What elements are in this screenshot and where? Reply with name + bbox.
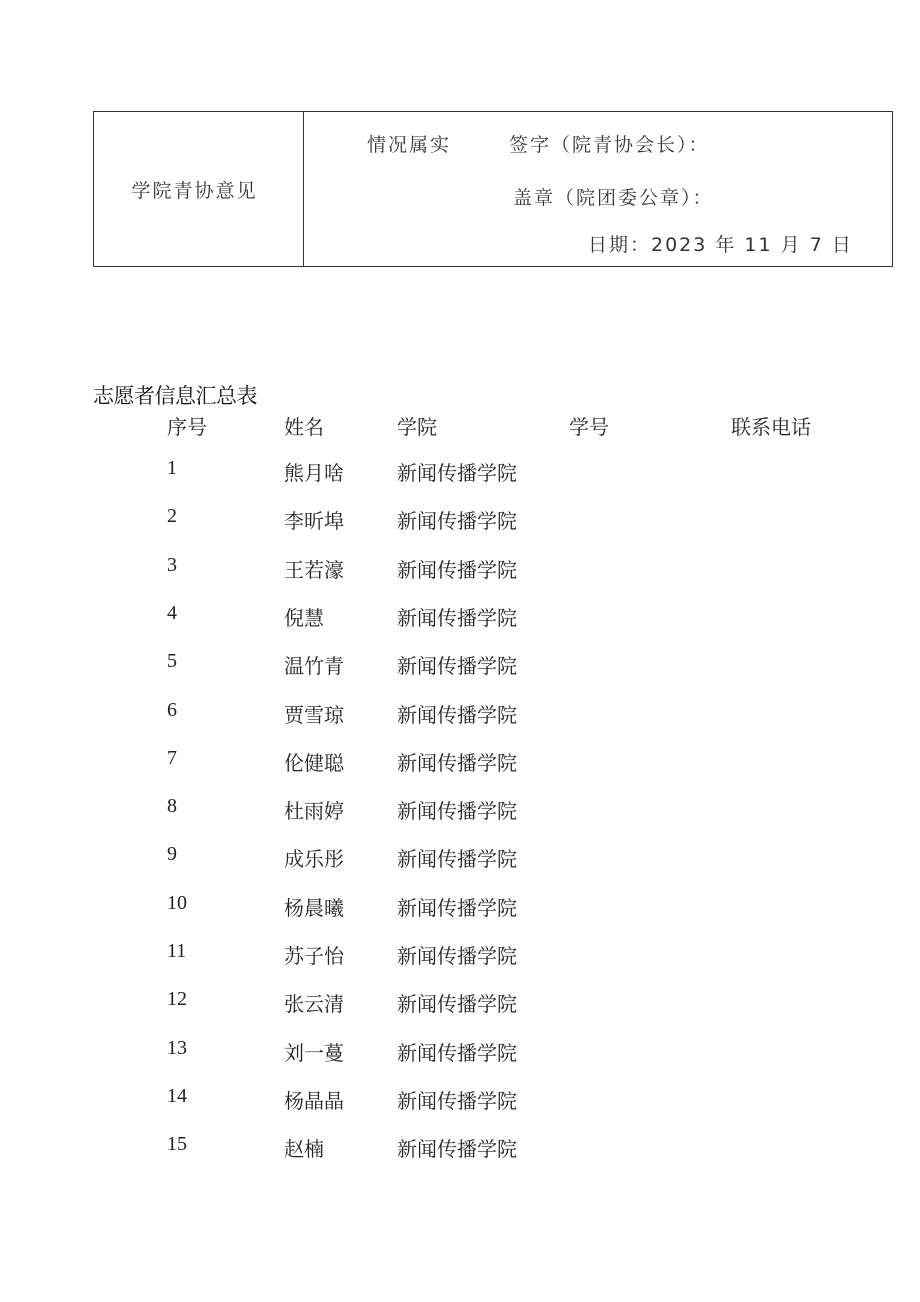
header-student-id: 学号 [569, 415, 609, 439]
opinion-label-cell [94, 112, 304, 266]
row-name: 张云清 [284, 992, 344, 1016]
row-school: 新闻传播学院 [397, 654, 517, 678]
row-name: 刘一蔓 [284, 1041, 344, 1065]
row-name: 倪慧 [284, 606, 324, 630]
row-name: 杨晶晶 [284, 1089, 344, 1113]
row-no: 12 [167, 988, 187, 1010]
opinion-label: 学院青协意见 [131, 179, 258, 202]
row-name: 杨晨曦 [284, 896, 344, 920]
row-name: 成乐彤 [284, 847, 344, 871]
opinion-content-cell [304, 112, 892, 266]
row-name: 熊月啥 [284, 461, 344, 485]
row-school: 新闻传播学院 [397, 992, 517, 1016]
row-name: 王若濠 [284, 558, 344, 582]
row-school: 新闻传播学院 [397, 606, 517, 630]
row-school: 新闻传播学院 [397, 896, 517, 920]
row-no: 10 [167, 892, 187, 914]
row-school: 新闻传播学院 [397, 703, 517, 727]
opinion-signature-line: 签字（院青协会长）： [509, 134, 710, 156]
opinion-status: 情况属实 [367, 134, 452, 156]
row-no: 2 [167, 505, 177, 527]
opinion-stamp-line: 盖章（院团委公章）： [513, 187, 714, 209]
row-name: 温竹青 [284, 654, 344, 678]
row-no: 11 [167, 940, 187, 962]
row-no: 7 [167, 747, 177, 769]
header-name: 姓名 [284, 415, 324, 439]
header-school: 学院 [397, 415, 437, 439]
row-no: 9 [167, 843, 177, 865]
row-no: 6 [167, 699, 177, 721]
header-phone: 联系电话 [731, 415, 811, 439]
row-no: 1 [167, 457, 177, 479]
row-no: 15 [167, 1133, 187, 1155]
row-name: 杜雨婷 [284, 799, 344, 823]
row-no: 13 [167, 1037, 187, 1059]
row-no: 14 [167, 1085, 187, 1107]
volunteer-table-title: 志愿者信息汇总表 [93, 384, 257, 408]
college-opinion-box [93, 111, 893, 267]
row-school: 新闻传播学院 [397, 1041, 517, 1065]
row-school: 新闻传播学院 [397, 944, 517, 968]
row-school: 新闻传播学院 [397, 509, 517, 533]
row-no: 8 [167, 795, 177, 817]
row-no: 5 [167, 650, 177, 672]
row-school: 新闻传播学院 [397, 558, 517, 582]
row-school: 新闻传播学院 [397, 751, 517, 775]
row-school: 新闻传播学院 [397, 799, 517, 823]
row-name: 赵楠 [284, 1137, 324, 1161]
row-no: 3 [167, 554, 177, 576]
row-name: 李昕埠 [284, 509, 344, 533]
row-school: 新闻传播学院 [397, 461, 517, 485]
row-name: 苏子怡 [284, 944, 344, 968]
row-name: 伦健聪 [284, 751, 344, 775]
row-no: 4 [167, 602, 177, 624]
row-name: 贾雪琼 [284, 703, 344, 727]
row-school: 新闻传播学院 [397, 847, 517, 871]
row-school: 新闻传播学院 [397, 1137, 517, 1161]
opinion-date: 日期：2023 年 11 月 7 日 [588, 234, 853, 256]
row-school: 新闻传播学院 [397, 1089, 517, 1113]
header-no: 序号 [167, 415, 207, 439]
